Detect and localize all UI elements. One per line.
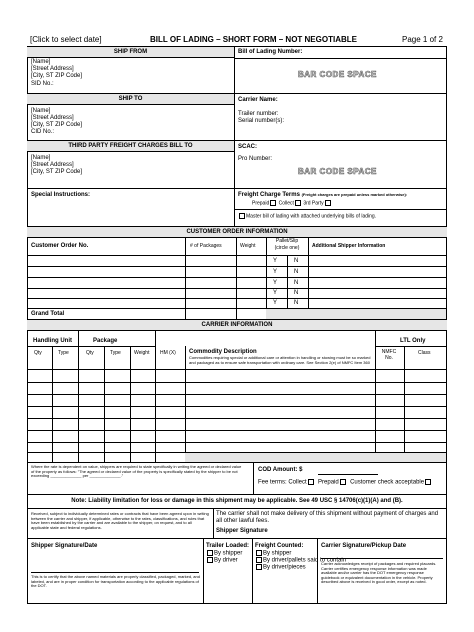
col-line — [287, 255, 288, 308]
ship-from-sid[interactable]: SID No.: — [31, 81, 54, 87]
col-packages: # of Packages — [190, 243, 222, 249]
col-line — [213, 508, 214, 538]
row-line — [27, 298, 447, 299]
col-line — [308, 237, 309, 319]
bol-number-label: Bill of Lading Number: — [238, 49, 303, 55]
divider — [27, 508, 447, 509]
slip-n[interactable]: N — [294, 258, 299, 264]
col-pallet-slip: Pallet/Slip — [275, 238, 299, 244]
fc-by-driver-pieces-label: By driver/pieces — [263, 564, 306, 571]
freight-terms-note: (Freight charges are prepaid unless marked otherwise): — [301, 192, 408, 197]
row-line — [375, 346, 447, 347]
carrier-signature-label: Carrier Signature/Pickup Date — [321, 543, 407, 549]
pallet-y[interactable]: Y — [273, 300, 278, 306]
divider — [234, 140, 447, 141]
third-party-name[interactable]: [Name] — [31, 155, 51, 161]
third-party-heading: THIRD PARTY FREIGHT CHARGES BILL TO — [27, 140, 234, 152]
fc-by-shipper-label: By shipper — [263, 550, 292, 557]
master-bol-checkbox[interactable] — [239, 213, 245, 219]
fc-by-shipper-checkbox[interactable] — [256, 550, 262, 556]
col-class: Class — [418, 350, 431, 356]
pallet-y[interactable]: Y — [273, 290, 278, 296]
col-line — [104, 346, 105, 462]
col-line — [236, 237, 237, 319]
bar-code-space-2: BAR CODE SPACE — [298, 167, 377, 176]
trailer-by-driver-label: By driver — [214, 557, 238, 564]
divider — [27, 494, 447, 495]
carrier-info-heading: CARRIER INFORMATION — [27, 319, 447, 331]
shipper-signature-label: Shipper Signature — [216, 528, 268, 534]
third-party-city[interactable]: [City, ST ZIP Code] — [31, 169, 83, 175]
col-qty-2: Qty — [86, 350, 94, 356]
row-line — [27, 406, 447, 407]
fee-prepaid-checkbox[interactable] — [340, 479, 346, 485]
third-party-label: 3rd Party — [303, 200, 324, 207]
row-line — [27, 418, 447, 419]
col-line — [185, 237, 186, 319]
prepaid-label: Prepaid — [252, 200, 270, 207]
row-line — [27, 382, 447, 383]
ship-from-street[interactable]: [Street Address] — [31, 66, 74, 72]
row-line — [27, 266, 447, 267]
divider — [234, 209, 447, 210]
col-line — [404, 346, 405, 462]
col-line — [130, 346, 131, 462]
col-line — [317, 538, 318, 604]
carrier-acknowledgement: Carrier acknowledges receipt of packages and required placards. Carrier certifies emergency response information was made available and/or carrier has the DOT emergency response guidebook or equivalent documentation in the vehicle. Property described above is received in good order, except as noted. — [321, 562, 437, 585]
trailer-number-label: Trailer number: — [238, 111, 279, 117]
col-type-2: Type — [110, 350, 121, 356]
ship-to-heading: SHIP TO — [27, 93, 234, 105]
col-hm: HM (X) — [160, 350, 176, 356]
divider — [234, 93, 447, 94]
carrier-name-label: Carrier Name: — [238, 97, 278, 103]
declared-value-note: Where the rate is dependent on value, shippers are required to state specifically in writing the agreed or declared value of the property as follows: "The agreed or declared value of the property is specifically stated by the shipper to be not exceeding ______________ per ______________." — [31, 465, 242, 479]
row-line — [27, 430, 447, 431]
ship-to-street[interactable]: [Street Address] — [31, 115, 74, 121]
commodity-note: Commodities requiring special or additional care or attention in handling or stowing must be so marked and packaged as to ensure safe transportation with ordinary care. See Section 2(e) of NMFC Item 360 — [189, 356, 371, 365]
cod-amount-label: COD Amount: $ — [258, 467, 303, 473]
col-qty: Qty — [34, 350, 42, 356]
fee-collect-checkbox[interactable] — [308, 479, 314, 485]
col-pallet-note: (circle one) — [274, 245, 300, 251]
freight-terms-label: Freight Charge Terms — [238, 192, 300, 198]
customer-check-checkbox[interactable] — [425, 479, 431, 485]
col-type: Type — [58, 350, 69, 356]
ship-to-name[interactable]: [Name] — [31, 108, 51, 114]
ltl-only-label: LTL Only — [400, 338, 426, 344]
fee-terms-collect-label: Fee terms: Collect — [258, 479, 307, 486]
customer-order-heading: CUSTOMER ORDER INFORMATION — [27, 226, 447, 238]
fc-by-driver-pieces-checkbox[interactable] — [256, 564, 262, 570]
fc-by-driver-pieces — [255, 564, 306, 572]
received-terms: Received, subject to individually determined rates or contracts that have been agreed upon in writing between the carrier and shipper, if applicable, otherwise to the rates, classifications, and rules that have been established by the carrier and are available to the shipper, on request, and to all applicable state and federal regulations. — [31, 512, 209, 530]
divider — [234, 58, 447, 59]
row-line — [27, 346, 155, 347]
row-line — [27, 277, 447, 278]
ship-to-cid[interactable]: CID No.: — [31, 129, 55, 135]
shipper-signature-date-label: Shipper Signature/Date — [31, 543, 98, 549]
ship-from-city[interactable]: [City, ST ZIP Code] — [31, 73, 83, 79]
page-number: Page 1 of 2 — [402, 35, 443, 44]
grand-total-label: Grand Total — [31, 311, 65, 317]
master-bol-option — [238, 213, 376, 219]
shipper-signature-line[interactable] — [31, 572, 199, 573]
col-nmfc-no: No. — [385, 355, 393, 361]
row-line — [27, 442, 447, 443]
ship-from-heading: SHIP FROM — [27, 46, 234, 58]
package-label: Package — [93, 338, 118, 344]
fee-terms — [258, 479, 432, 487]
ship-from-name[interactable]: [Name] — [31, 59, 51, 65]
slip-n[interactable]: N — [294, 300, 299, 306]
master-bol-label: Master bill of lading with attached underlying bills of lading. — [246, 213, 377, 220]
ship-to-city[interactable]: [City, ST ZIP Code] — [31, 122, 83, 128]
pallet-y[interactable]: Y — [273, 258, 278, 264]
divider — [27, 538, 447, 539]
freight-counted-label: Freight Counted: — [255, 543, 304, 549]
fc-by-driver-pallets-label: By driver/pallets said to contain — [263, 557, 347, 564]
collect-checkbox[interactable] — [295, 200, 301, 206]
col-line — [52, 346, 53, 462]
column-divider — [234, 46, 235, 188]
date-field[interactable]: [Click to select date] — [30, 35, 102, 44]
row-line — [27, 255, 447, 256]
document-title: BILL OF LADING – SHORT FORM – NOT NEGOTIABLE — [150, 35, 357, 44]
slip-n[interactable]: N — [294, 290, 299, 296]
col-line — [203, 538, 204, 604]
pro-number-label: Pro Number: — [238, 156, 273, 162]
carrier-delivery-note: The carrier shall not make delivery of this shipment without payment of charges and all other lawful fees. — [216, 511, 439, 524]
trailer-by-driver — [206, 557, 238, 565]
col-line — [266, 237, 267, 319]
pallet-y[interactable]: Y — [273, 269, 278, 275]
col-line — [253, 462, 254, 494]
fee-prepaid-label: Prepaid — [318, 479, 339, 486]
scac-label: SCAC: — [238, 144, 257, 150]
cod-amount-line[interactable] — [318, 474, 378, 475]
col-nmfc: NMFC — [381, 349, 397, 355]
divider — [27, 188, 447, 189]
trailer-by-shipper-label: By shipper — [214, 550, 243, 557]
row-line — [27, 462, 447, 463]
column-divider — [234, 188, 235, 226]
slip-n[interactable]: N — [294, 269, 299, 275]
col-weight: Weight — [240, 243, 256, 249]
col-line — [252, 538, 253, 604]
row-line — [27, 369, 447, 370]
col-additional-info: Additional Shipper Information — [312, 243, 386, 249]
col-customer-order-no: Customer Order No. — [31, 243, 89, 249]
third-party-street[interactable]: [Street Address] — [31, 162, 74, 168]
freight-terms-options — [252, 200, 332, 206]
grand-total-shade — [266, 309, 446, 319]
row-line — [27, 394, 447, 395]
row-line — [27, 288, 447, 289]
trailer-by-shipper-checkbox[interactable] — [207, 550, 213, 556]
trailer-loaded-label: Trailer Loaded: — [206, 543, 250, 549]
collect-label: Collect — [278, 200, 294, 207]
col-line — [185, 346, 186, 462]
third-party-checkbox[interactable] — [325, 200, 331, 206]
carrier-signature-line[interactable] — [321, 558, 443, 559]
special-instructions-label: Special Instructions: — [31, 192, 91, 198]
col-weight: Weight — [134, 350, 150, 356]
col-commodity-description: Commodity Description — [189, 349, 257, 355]
totals-shade — [185, 453, 446, 462]
slip-n[interactable]: N — [294, 280, 299, 286]
freight-charge-terms — [238, 192, 407, 199]
shipper-certification: This is to certify that the above named materials are properly classified, packaged, marked, and labeled, and are in proper condition for transportation according to the applicable regulations of the DOT. — [31, 575, 200, 589]
bar-code-space-1: BAR CODE SPACE — [298, 70, 377, 79]
handling-unit-label: Handling Unit — [33, 338, 72, 344]
serial-numbers-label: Serial number(s): — [238, 118, 285, 124]
trailer-by-driver-checkbox[interactable] — [207, 557, 213, 563]
fc-by-driver-pallets-checkbox[interactable] — [256, 557, 262, 563]
prepaid-checkbox[interactable] — [270, 200, 276, 206]
pallet-y[interactable]: Y — [273, 280, 278, 286]
liability-note: Note: Liability limitation for loss or damage in this shipment may be applicable. See 49 USC § 14706(c)(1)(A) and (B). — [71, 498, 403, 504]
fee-customer-check-label: Customer check acceptable — [350, 479, 425, 486]
